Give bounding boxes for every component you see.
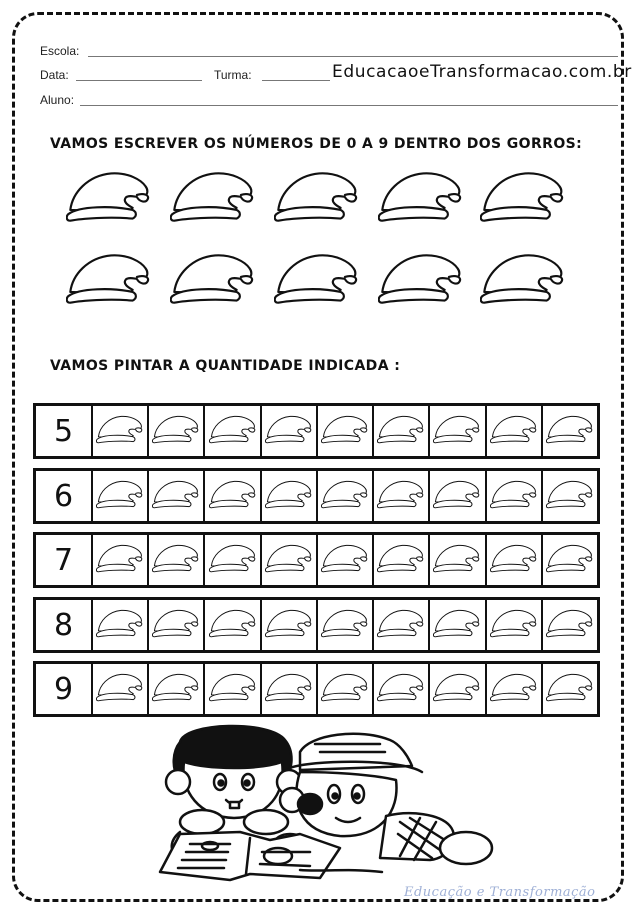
hat-cell[interactable] bbox=[93, 535, 149, 585]
santa-hat-icon bbox=[321, 414, 369, 449]
santa-hat-icon bbox=[433, 672, 481, 707]
hat-cell[interactable] bbox=[318, 406, 374, 456]
count-row-6 bbox=[33, 468, 600, 524]
santa-hat-icon[interactable] bbox=[378, 250, 464, 311]
santa-hat-icon bbox=[152, 543, 200, 578]
santa-hat-icon bbox=[490, 672, 538, 707]
santa-hat-icon bbox=[96, 608, 144, 643]
row-number: 7 bbox=[36, 535, 93, 585]
hat-cell[interactable] bbox=[318, 535, 374, 585]
santa-hat-icon bbox=[377, 672, 425, 707]
row-number: 5 bbox=[36, 406, 93, 456]
row-number: 8 bbox=[36, 600, 93, 650]
santa-hat-icon bbox=[321, 543, 369, 578]
kids-reading-book-icon bbox=[150, 722, 500, 882]
hat-cell[interactable] bbox=[374, 600, 430, 650]
count-row-9 bbox=[33, 661, 600, 717]
santa-hat-icon[interactable] bbox=[480, 168, 566, 229]
santa-hat-icon bbox=[96, 672, 144, 707]
watermark: Educação e Transformação bbox=[404, 885, 596, 900]
section1-heading: VAMOS ESCREVER OS NÚMEROS DE 0 A 9 DENTRO DOS GORROS: bbox=[50, 136, 583, 152]
hat-cell[interactable] bbox=[149, 471, 205, 521]
hat-cell[interactable] bbox=[430, 406, 486, 456]
hat-cell[interactable] bbox=[93, 406, 149, 456]
hat-cell[interactable] bbox=[149, 535, 205, 585]
turma-label: Turma: bbox=[214, 68, 252, 82]
santa-hat-icon bbox=[265, 414, 313, 449]
santa-hat-icon bbox=[490, 608, 538, 643]
hat-cell[interactable] bbox=[205, 535, 261, 585]
santa-hat-icon bbox=[377, 479, 425, 514]
santa-hat-icon bbox=[433, 543, 481, 578]
santa-hat-icon[interactable] bbox=[170, 250, 256, 311]
santa-hat-icon bbox=[209, 479, 257, 514]
santa-hat-icon bbox=[152, 672, 200, 707]
santa-hat-icon[interactable] bbox=[274, 168, 360, 229]
santa-hat-icon[interactable] bbox=[274, 250, 360, 311]
santa-hat-icon bbox=[377, 414, 425, 449]
santa-hat-icon bbox=[433, 414, 481, 449]
santa-hat-icon[interactable] bbox=[66, 168, 152, 229]
santa-hat-icon bbox=[321, 672, 369, 707]
escola-label: Escola: bbox=[40, 44, 80, 58]
hat-cell[interactable] bbox=[430, 471, 486, 521]
santa-hat-icon[interactable] bbox=[378, 168, 464, 229]
hat-cell[interactable] bbox=[487, 471, 543, 521]
hat-cell[interactable] bbox=[205, 664, 261, 714]
hat-cell[interactable] bbox=[543, 471, 597, 521]
hat-cell[interactable] bbox=[430, 664, 486, 714]
hat-cell[interactable] bbox=[318, 471, 374, 521]
hat-cell[interactable] bbox=[543, 535, 597, 585]
hat-cell[interactable] bbox=[374, 471, 430, 521]
hat-cell[interactable] bbox=[374, 406, 430, 456]
santa-hat-icon bbox=[96, 479, 144, 514]
hat-cell[interactable] bbox=[93, 664, 149, 714]
row-number: 9 bbox=[36, 664, 93, 714]
hat-cell[interactable] bbox=[430, 535, 486, 585]
santa-hat-icon bbox=[321, 479, 369, 514]
santa-hat-icon bbox=[209, 608, 257, 643]
hat-cell[interactable] bbox=[487, 600, 543, 650]
santa-hat-icon bbox=[152, 608, 200, 643]
site-url: EducacaoeTransformacao.com.br bbox=[332, 62, 632, 82]
hat-cell[interactable] bbox=[318, 600, 374, 650]
santa-hat-icon bbox=[377, 608, 425, 643]
santa-hat-icon bbox=[209, 543, 257, 578]
santa-hat-icon bbox=[546, 543, 594, 578]
santa-hat-icon bbox=[96, 543, 144, 578]
santa-hat-icon bbox=[265, 608, 313, 643]
santa-hat-icon bbox=[265, 543, 313, 578]
hat-cell[interactable] bbox=[487, 535, 543, 585]
santa-hat-icon bbox=[152, 479, 200, 514]
santa-hat-icon[interactable] bbox=[170, 168, 256, 229]
aluno-label: Aluno: bbox=[40, 93, 75, 107]
count-row-8 bbox=[33, 597, 600, 653]
hat-cell[interactable] bbox=[205, 600, 261, 650]
santa-hat-icon bbox=[433, 479, 481, 514]
hat-cell[interactable] bbox=[543, 664, 597, 714]
hat-cell[interactable] bbox=[205, 471, 261, 521]
hat-cell[interactable] bbox=[262, 471, 318, 521]
hat-cell[interactable] bbox=[93, 471, 149, 521]
hat-cell[interactable] bbox=[318, 664, 374, 714]
santa-hat-icon bbox=[96, 414, 144, 449]
row-number: 6 bbox=[36, 471, 93, 521]
count-row-5 bbox=[33, 403, 600, 459]
hat-cell[interactable] bbox=[149, 600, 205, 650]
santa-hat-icon bbox=[490, 543, 538, 578]
hat-cell[interactable] bbox=[93, 600, 149, 650]
santa-hat-icon bbox=[546, 672, 594, 707]
santa-hat-icon[interactable] bbox=[66, 250, 152, 311]
hat-cell[interactable] bbox=[487, 664, 543, 714]
data-field[interactable] bbox=[76, 80, 202, 81]
santa-hat-icon bbox=[377, 543, 425, 578]
hat-cell[interactable] bbox=[205, 406, 261, 456]
santa-hat-icon[interactable] bbox=[480, 250, 566, 311]
hat-cell[interactable] bbox=[374, 664, 430, 714]
santa-hat-icon bbox=[546, 479, 594, 514]
hat-cell[interactable] bbox=[149, 664, 205, 714]
hat-cell[interactable] bbox=[487, 406, 543, 456]
santa-hat-icon bbox=[433, 608, 481, 643]
santa-hat-icon bbox=[265, 672, 313, 707]
santa-hat-icon bbox=[152, 414, 200, 449]
santa-hat-icon bbox=[490, 479, 538, 514]
hat-cell[interactable] bbox=[262, 664, 318, 714]
section2-heading: VAMOS PINTAR A QUANTIDADE INDICADA : bbox=[50, 358, 401, 374]
hat-cell[interactable] bbox=[374, 535, 430, 585]
hat-cell[interactable] bbox=[149, 406, 205, 456]
count-row-7 bbox=[33, 532, 600, 588]
santa-hat-icon bbox=[490, 414, 538, 449]
turma-field[interactable] bbox=[262, 80, 330, 81]
data-label: Data: bbox=[40, 68, 69, 82]
santa-hat-icon bbox=[546, 608, 594, 643]
santa-hat-icon bbox=[321, 608, 369, 643]
aluno-field[interactable] bbox=[80, 105, 618, 106]
escola-field[interactable] bbox=[88, 56, 618, 57]
hat-cell[interactable] bbox=[543, 600, 597, 650]
santa-hat-icon bbox=[546, 414, 594, 449]
santa-hat-icon bbox=[265, 479, 313, 514]
hat-cell[interactable] bbox=[262, 535, 318, 585]
santa-hat-icon bbox=[209, 672, 257, 707]
hat-cell[interactable] bbox=[262, 600, 318, 650]
hat-cell[interactable] bbox=[430, 600, 486, 650]
hat-cell[interactable] bbox=[543, 406, 597, 456]
santa-hat-icon bbox=[209, 414, 257, 449]
hat-cell[interactable] bbox=[262, 406, 318, 456]
